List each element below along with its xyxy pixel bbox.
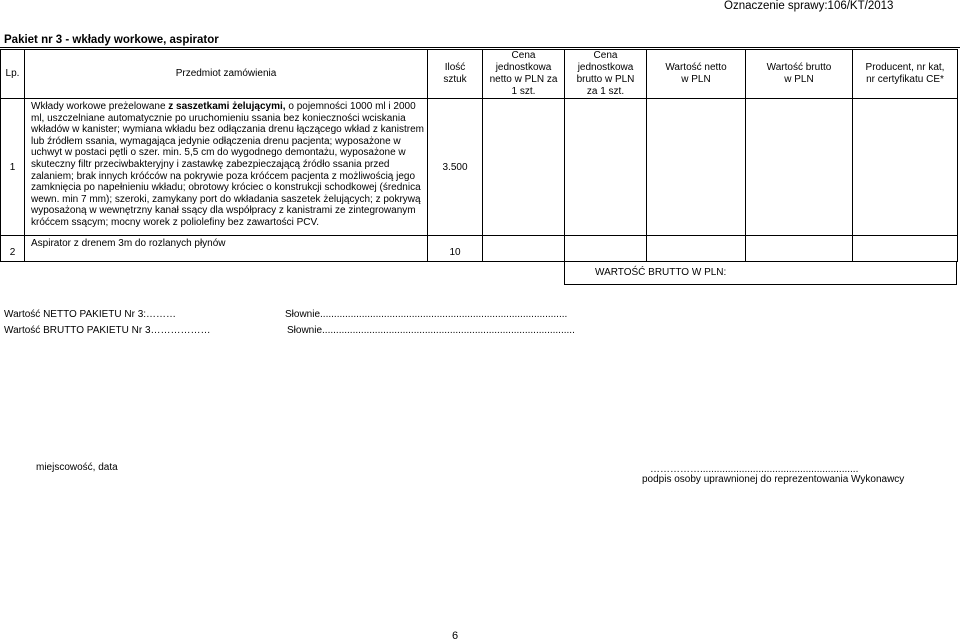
package-net-words: Słownie......................................................................................... bbox=[285, 309, 568, 320]
row-producer-cell[interactable] bbox=[853, 99, 958, 236]
col-header-value-gross: Wartość brutto w PLN bbox=[746, 50, 853, 99]
col-header-value-net: Wartość netto w PLN bbox=[647, 50, 746, 99]
package-gross-summary bbox=[4, 325, 575, 336]
package-title: Pakiet nr 3 - wkłady workowe, aspirator bbox=[4, 34, 219, 46]
page-number: 6 bbox=[452, 630, 459, 642]
row-unit-gross-cell[interactable] bbox=[565, 99, 647, 236]
row-value-gross-cell[interactable] bbox=[746, 99, 853, 236]
row-value-net-cell[interactable] bbox=[647, 236, 746, 262]
col-header-qty: Ilość sztuk bbox=[428, 50, 483, 99]
table-row bbox=[1, 99, 958, 236]
package-net-summary bbox=[4, 309, 568, 320]
col-header-unit-gross: Cena jednostkowa brutto w PLN za 1 szt. bbox=[565, 50, 647, 99]
col-header-lp: Lp. bbox=[1, 50, 25, 99]
gross-total-label: WARTOŚĆ BRUTTO W PLN: bbox=[595, 267, 727, 278]
items-table bbox=[0, 49, 958, 262]
signature-caption: podpis osoby uprawnionej do reprezentowania Wykonawcy bbox=[642, 474, 905, 485]
row-producer-cell[interactable] bbox=[853, 236, 958, 262]
col-header-producer: Producent, nr kat, nr certyfikatu CE* bbox=[853, 50, 958, 99]
row-lp: 2 bbox=[1, 236, 25, 262]
package-gross-words: Słownie........................................................................................... bbox=[287, 325, 575, 336]
row-quantity: 10 bbox=[428, 236, 483, 262]
place-date-label: miejscowość, data bbox=[36, 462, 118, 473]
row-unit-net-cell[interactable] bbox=[483, 99, 565, 236]
row-unit-gross-cell[interactable] bbox=[565, 236, 647, 262]
table-header-row bbox=[1, 50, 958, 99]
title-underline bbox=[0, 47, 960, 48]
row-value-net-cell[interactable] bbox=[647, 99, 746, 236]
col-header-unit-net: Cena jednostkowa netto w PLN za 1 szt. bbox=[483, 50, 565, 99]
case-reference: Oznaczenie sprawy:106/KT/2013 bbox=[724, 0, 894, 12]
signature-dots: ……………......................................................... bbox=[650, 464, 859, 475]
row-unit-net-cell[interactable] bbox=[483, 236, 565, 262]
row-value-gross-cell[interactable] bbox=[746, 236, 853, 262]
package-net-label: Wartość NETTO PAKIETU Nr 3:……… bbox=[4, 309, 177, 320]
gross-total-box[interactable] bbox=[564, 261, 957, 285]
row-lp: 1 bbox=[1, 99, 25, 236]
table-row bbox=[1, 236, 958, 262]
package-gross-label: Wartość BRUTTO PAKIETU Nr 3……………… bbox=[4, 325, 211, 336]
row-description: Aspirator z drenem 3m do rozlanych płynów bbox=[25, 236, 428, 262]
row-quantity: 3.500 bbox=[428, 99, 483, 236]
row-description: Wkłady workowe preżelowane z saszetkami żelującymi, o pojemności 1000 ml i 2000 ml, uszczelniane automatycznie po uruchomieniu ssania bez konieczności wciskania wkładów w kanister; wymiana wkładu bez odłączania drenu łączącego wkład z kanistrem lub źródłem ssania, wymagająca jedynie odłączenia drenu pacjenta; wyposażone w uchwyt w postaci pętli o szer. min. 5,5 cm do wygodnego demontażu, wyposażone w skuteczny filtr przeciwbakteryjny i zastawkę zabezpieczającą źródło ssania przed zalaniem; brak innych króćców na pokrywie poza króćcem pacjenta z możliwością jego zamknięcia po napełnieniu wkładu; obrotowy króciec o konstrukcji schodkowej (średnica wewn. min 7 mm); szeroki, zamykany port do wkładania saszetek żelujących; z pokrywą wyposażoną w wewnętrzny kanał ssący dla współpracy z kanistrami ze zintegrowanym króćcem ssącym; mocny worek z poliolefiny bez zawartości PCV. bbox=[25, 99, 428, 236]
col-header-item: Przedmiot zamówienia bbox=[25, 50, 428, 99]
